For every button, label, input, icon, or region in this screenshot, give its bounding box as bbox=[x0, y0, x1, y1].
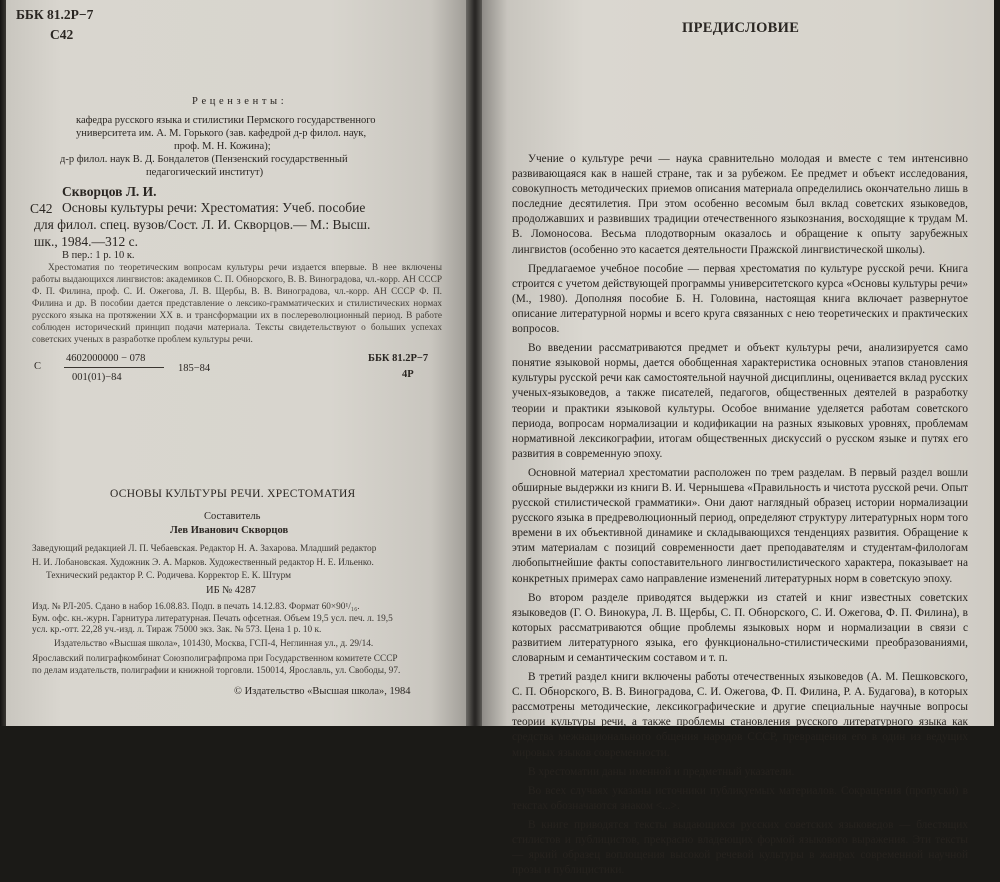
bbk-code-top: ББК 81.2Р−7 bbox=[16, 7, 94, 22]
preface-paragraph: В третий раздел книги включены работы отечественных языковедов (А. М. Пешковского, С. П. Обнорского, В. В. Виноградова, С. И. Ожегова, Ф. П. Филина, Р. А. Будагова), в которых рассмотрены методические, лексикографические и другие специальные научные вопросы теории культуры речи, а также проблемы становления русского литературного языка как средства межнационального общения народов СССР, превращения его в один из ведущих мировых языков современности. bbox=[512, 671, 968, 759]
c42-top: С42 bbox=[50, 27, 74, 42]
fraction-bar bbox=[64, 367, 164, 368]
preface-paragraph: Во введении рассматриваются предмет и объект культуры речи, анализируется само понятие языковой нормы, дается обобщенная характеристика основных этапов становления культуры русской речи как самостоятельной научной дисциплины, оценивается вклад русских ученых-языковедов, а также писателей, педагогов, общественных деятелей в разработку теории и практики языковой культуры. Особое внимание уделяется работам советского периода, вопросам нормализации и кодификации на разных языковых уровнях, проблемам нормативной лексикографии, итогам общественных дискуссий о русском языке и путях его развития в современную эпоху. bbox=[512, 342, 968, 460]
reviewers-heading: Р е ц е н з е н т ы : bbox=[192, 96, 285, 107]
author-name: Скворцов Л. И. bbox=[62, 184, 157, 199]
bib-line-2: для филол. спец. вузов/Сост. Л. И. Скворцов.— М.: Высш. bbox=[34, 217, 371, 232]
preface-paragraph: Учение о культуре речи — наука сравнительно молодая и вместе с тем интенсивно развивающаяся как в нашей стране, так и за рубежом. Ее предмет и объект исследования, совокупность методических приемов описания материала определились окончательно лишь в последние десятилетия. При этом особенно весомым был вклад советских языковедов, продолжавших и развивших традиции отечественного языкознания, восходящие к трудам М. В. Ломоносова. Весьма плодотворным оказалось и обращение к опыту зарубежных лингвистов (особенно это касается деятельности Пражской лингвистической школы). bbox=[512, 153, 968, 256]
annotation bbox=[32, 262, 442, 346]
imprint-line: Бум. офс. кн.-журн. Гарнитура литературная. Печать офсетная. Объем 19,5 усл. печ. л. 19,5 bbox=[32, 613, 393, 624]
staff-line: Н. И. Лобановская. Художник Э. А. Марков. Художественный редактор Н. Е. Ильенко. bbox=[32, 557, 374, 568]
staff-line: Заведующий редакцией Л. П. Чебаевская. Редактор Н. А. Захарова. Младший редактор bbox=[32, 544, 377, 554]
bib-line-1: Основы культуры речи: Хрестоматия: Учеб. пособие bbox=[62, 200, 366, 215]
bib-line-3: шк., 1984.—312 с. bbox=[34, 234, 138, 249]
preface-body bbox=[512, 152, 968, 882]
bib-line-4: В пер.: 1 р. 10 к. bbox=[62, 250, 135, 261]
c42-mid: С42 bbox=[30, 201, 53, 216]
code-4r: 4Р bbox=[402, 369, 414, 380]
imprint-line: Издательство «Высшая школа», 101430, Москва, ГСП-4, Неглинная ул., д. 29/14. bbox=[54, 638, 374, 649]
code-numerator: 4602000000 − 078 bbox=[66, 353, 146, 364]
code-prefix: С bbox=[34, 361, 42, 372]
bbk-code-bottom: ББК 81.2Р−7 bbox=[368, 353, 429, 364]
preface-paragraph: Основной материал хрестоматии расположен по трем разделам. В первый раздел вошли обширные выдержки из книги В. И. Чернышева «Правильность и чистота русской речи. Опыт русской стилистической грамматики». Они дают наглядный образец истории нормализации русского языка в предреволюционный период, определяют структуру литературных норм того времени в их объективной динамике и складывающихся тенденциях развития. Обращение к этим материалам с позиций современности дает преподавателям и студентам-филологам любопытнейшие факты сопоставительного лингвостилистического характера, показывает на конкретных примерах само направление изменений литературных норм в советскую эпоху. bbox=[512, 466, 968, 585]
reviewers-line-5: педагогический институт) bbox=[146, 167, 264, 178]
preface-paragraph: Во всех случаях указаны источники публикуемых материалов. Сокращения (пропуски) в текстах обозначаются знаком <...>. bbox=[512, 784, 968, 812]
copyright: © Издательство «Высшая школа», 1984 bbox=[234, 686, 411, 697]
annotation-text: Хрестоматия по теоретическим вопросам культуры речи издается впервые. В нее включены работы выдающихся лингвистов: академиков С. П. Обнорского, В. В. Виноградова, чл.-корр. АН СССР Ф. П. Филина, проф. С. И. Ожегова, Л. В. Щербы, В. В. Виноградова, чл.-корр. АН СССР Ф. П. Филина и др. В пособии дается представление о лексико-грамматических и стилистических нормах русского языка на протяжении XX в. и трансформации их в послереволюционный период. В работе соблюден исторический принцип подачи материала. Тексты свидетельствуют о больших успехах советских ученых в разработке проблем культуры речи. bbox=[32, 263, 442, 345]
code-number: 185−84 bbox=[178, 363, 211, 374]
preface-paragraph: Предлагаемое учебное пособие — первая хрестоматия по культуре русской речи. Книга строится с учетом действующей программы университетского курса «Основы культуры речи» (М., 1980). Дополняя пособие Б. Н. Головина, настоящая книга включает развернутое описание литературной нормы и всего круга связанных с нею теоретических и практических вопросов. bbox=[512, 262, 968, 336]
preface-paragraph: Во втором разделе приводятся выдержки из статей и книг известных советских языковедов (Г. О. Винокура, Л. В. Щербы, С. П. Обнорского, С. И. Ожегова, Ф. П. Филина), в которых рассматриваются общие проблемы языковых норм и нормализации в связи с развитием литературного языка, его функционально-стилистическими преобразованиями, словарным и семантическим составом и т. п. bbox=[512, 591, 968, 664]
imprint-line: усл. кр.-отт. 22,28 уч.-изд. л. Тираж 75000 экз. Зак. № 573. Цена 1 р. 10 к. bbox=[32, 625, 322, 636]
reviewers-line-2: университета им. А. М. Горького (зав. кафедрой д-р филол. наук, bbox=[76, 128, 367, 139]
staff-block bbox=[32, 544, 452, 583]
ib-number: ИБ № 4287 bbox=[206, 585, 256, 596]
reviewers-line-3: проф. М. Н. Кожина); bbox=[174, 141, 271, 152]
reviewers-line-4: д-р филол. наук В. Д. Бондалетов (Пензенский государственный bbox=[60, 154, 348, 165]
compiler-label: Составитель bbox=[204, 511, 261, 522]
preface-paragraph: В книге приводятся тексты выдающихся русских советских языковедов — блестящих стилистов и публицистов, прекрасно владеющих формой языкового выражения. Эти тексты — яркий образец воплощения высокой речевой культуры в жанрах современной научной прозы и публицистики. bbox=[512, 818, 968, 877]
reviewers-line-1: кафедра русского языка и стилистики Пермского государственного bbox=[76, 115, 376, 126]
preface-paragraph: В хрестоматии даны именной и предметный указатели. bbox=[528, 765, 795, 778]
imprint-block bbox=[32, 602, 452, 678]
right-page bbox=[482, 0, 994, 877]
staff-line: Технический редактор Р. С. Родичева. Корректор Е. К. Штурм bbox=[46, 571, 292, 582]
imprint-line: по делам издательств, полиграфии и книжной торговли. 150014, Ярославль, ул. Свободы, 97. bbox=[32, 665, 401, 676]
imprint-line: Ярославский полиграфкомбинат Союзполиграфпрома при Государственном комитете СССР bbox=[32, 654, 398, 665]
title-line: ОСНОВЫ КУЛЬТУРЫ РЕЧИ. ХРЕСТОМАТИЯ bbox=[110, 488, 356, 500]
preface-heading: ПРЕДИСЛОВИЕ bbox=[682, 20, 800, 36]
code-denominator: 001(01)−84 bbox=[72, 372, 122, 383]
left-page bbox=[6, 0, 468, 726]
imprint-line: Изд. № РЛ-205. Сдано в набор 16.08.83. Подп. в печать 14.12.83. Формат 60×90¹/₁₆. bbox=[32, 602, 360, 612]
compiler-name: Лев Иванович Скворцов bbox=[170, 525, 289, 536]
